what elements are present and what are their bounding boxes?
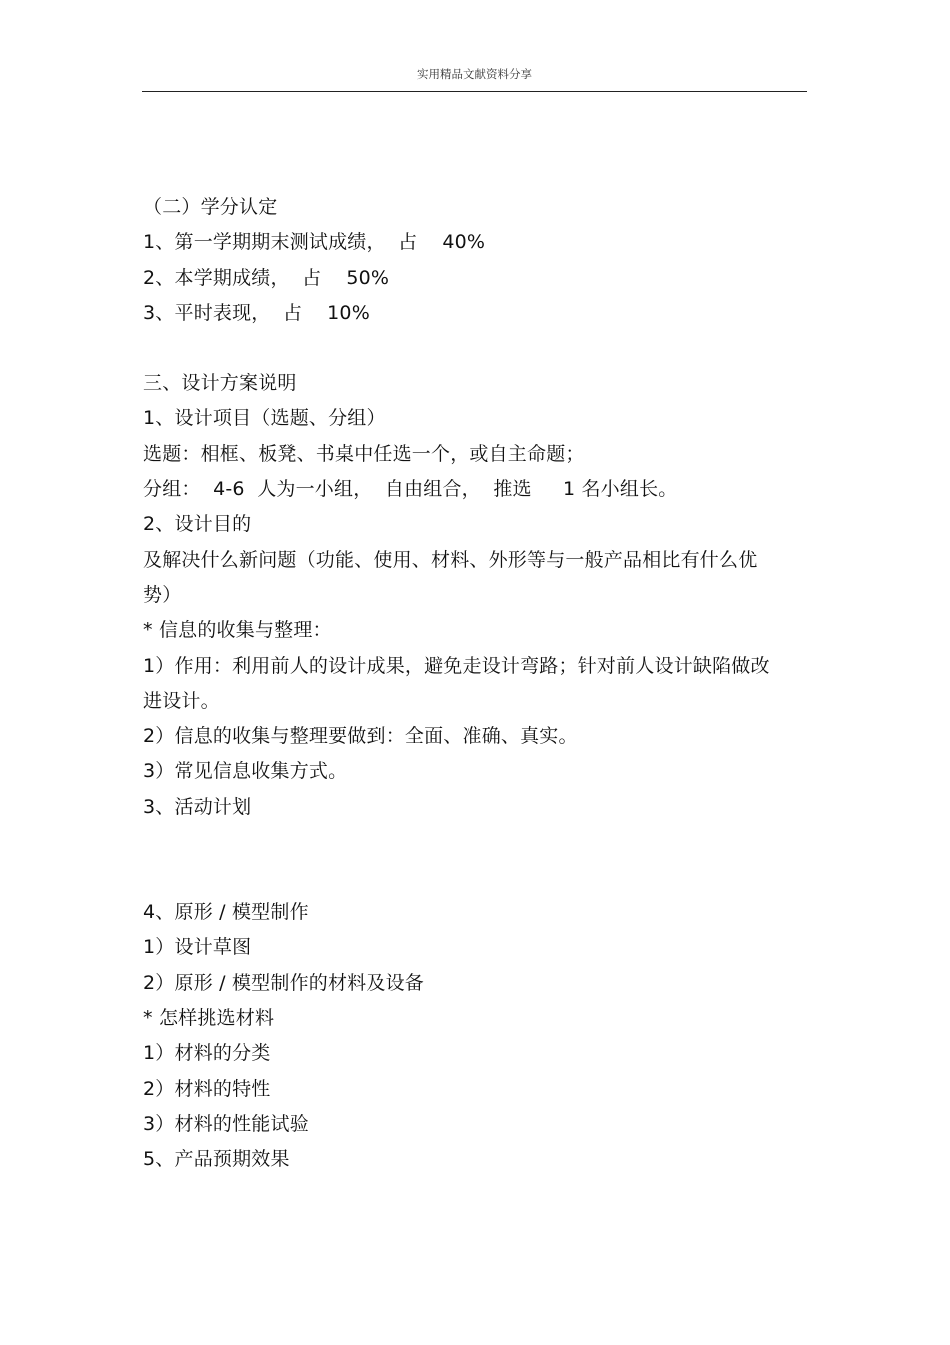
info-collection-heading: * 信息的收集与整理：: [143, 619, 332, 642]
topic-selection: 选题：相框、板凳、书桌中任选一个，或自主命题；: [143, 442, 585, 465]
design-item-project: 1、设计项目（选题、分组）: [143, 407, 386, 430]
info-methods-item: 3）常见信息收集方式。: [143, 760, 348, 783]
spacer: [143, 331, 783, 366]
design-item-expected-effect: 5、产品预期效果: [143, 1148, 290, 1171]
prototype-materials: 2）原形 / 模型制作的材料及设备: [143, 971, 424, 994]
credit-item-1: 1、第一学期期末测试成绩， 占 40%: [143, 231, 486, 254]
purpose-description: 及解决什么新问题（功能、使用、材料、外形等与一般产品相比有什么优势）: [143, 548, 758, 606]
document-body: [143, 190, 783, 1177]
design-plan-section: [143, 366, 783, 825]
prototype-section: [143, 895, 783, 1177]
spacer: [143, 825, 783, 895]
section-heading-design-plan: 三、设计方案说明: [143, 372, 297, 395]
page-header-title: 实用精品文献资料分享: [417, 67, 532, 81]
material-properties: 2）材料的特性: [143, 1077, 271, 1100]
prototype-sketch: 1）设计草图: [143, 936, 252, 959]
page-header: [142, 66, 807, 92]
credit-item-3: 3、平时表现， 占 10%: [143, 301, 370, 324]
credit-item-2: 2、本学期成绩， 占 50%: [143, 266, 390, 289]
material-selection-heading: * 怎样挑选材料: [143, 1006, 275, 1029]
section-heading-credits: （二）学分认定: [143, 196, 278, 218]
design-item-prototype: 4、原形 / 模型制作: [143, 901, 309, 924]
info-requirements-item: 2）信息的收集与整理要做到：全面、准确、真实。: [143, 725, 578, 748]
design-item-purpose: 2、设计目的: [143, 513, 252, 536]
material-testing: 3）材料的性能试验: [143, 1112, 309, 1135]
credit-section: [143, 190, 783, 331]
design-item-activity-plan: 3、活动计划: [143, 795, 252, 818]
info-use-item: 1）作用：利用前人的设计成果，避免走设计弯路；针对前人设计缺陷做改进设计。: [143, 654, 770, 712]
material-classification: 1）材料的分类: [143, 1042, 271, 1065]
grouping: 分组： 4-6 人为一小组， 自由组合， 推选 1 名小组长。: [143, 478, 678, 501]
